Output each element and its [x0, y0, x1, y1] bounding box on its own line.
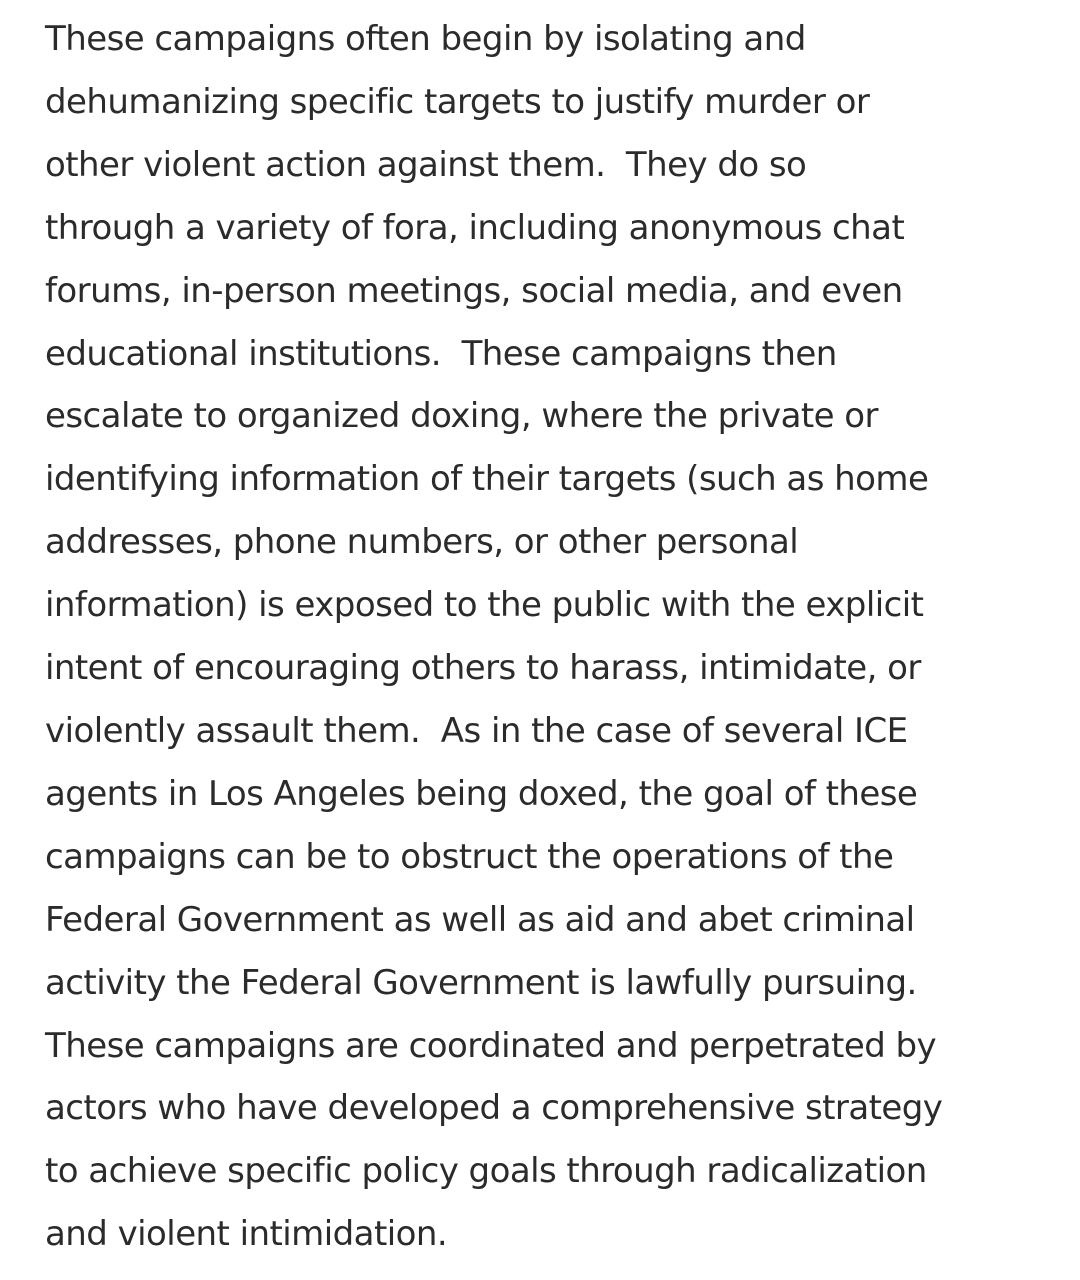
text-line: information) is exposed to the public with the explicit — [45, 585, 924, 626]
text-line: through a variety of fora, including anonymous chat — [45, 207, 905, 248]
text-line: dehumanizing specific targets to justify murder or — [45, 81, 870, 122]
text-line: Federal Government as well as aid and abet criminal — [45, 899, 915, 940]
text-line: educational institutions. These campaigns then — [45, 333, 837, 374]
text-line: other violent action against them. They do so — [45, 144, 807, 185]
text-line: forums, in-person meetings, social media, and even — [45, 270, 903, 311]
text-line: activity the Federal Government is lawfully pursuing. — [45, 962, 917, 1003]
text-line: intent of encouraging others to harass, intimidate, or — [45, 648, 921, 689]
text-line: campaigns can be to obstruct the operations of the — [45, 836, 894, 877]
text-line: actors who have developed a comprehensive strategy — [45, 1088, 943, 1129]
text-line: violently assault them. As in the case of several ICE — [45, 710, 908, 751]
body-paragraph — [45, 8, 1046, 1266]
text-line: to achieve specific policy goals through radicalization — [45, 1151, 927, 1192]
text-line: These campaigns are coordinated and perpetrated by — [45, 1025, 937, 1066]
text-line: identifying information of their targets (such as home — [45, 459, 929, 500]
text-line: escalate to organized doxing, where the private or — [45, 396, 878, 437]
text-line: agents in Los Angeles being doxed, the goal of these — [45, 773, 918, 814]
text-line: These campaigns often begin by isolating and — [45, 19, 806, 59]
text-line: addresses, phone numbers, or other personal — [45, 522, 799, 563]
text-line: and violent intimidation. — [45, 1214, 448, 1255]
